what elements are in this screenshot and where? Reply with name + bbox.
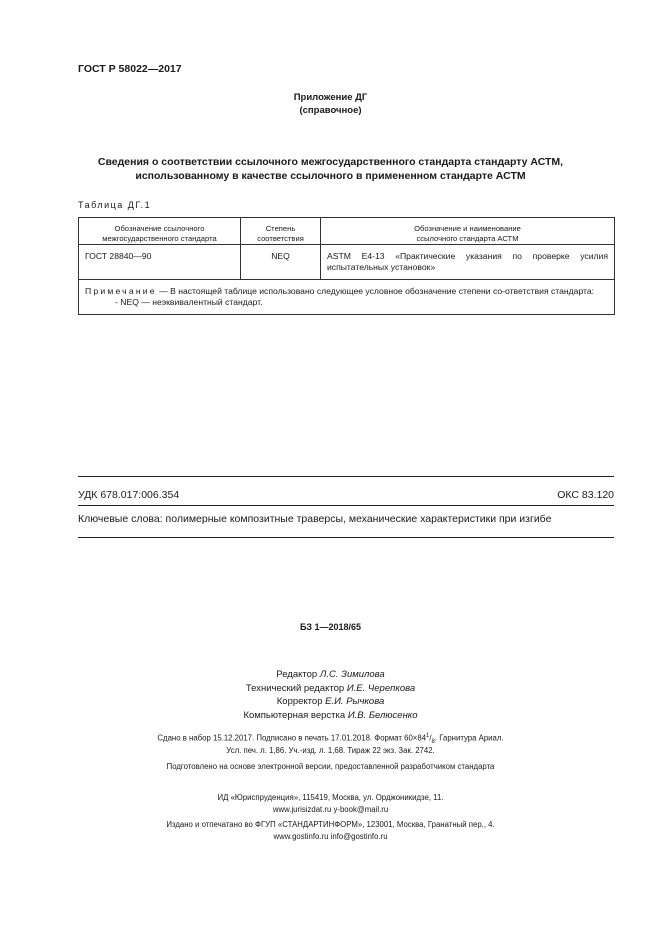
oks-code: ОКС 83.120 xyxy=(557,489,614,501)
credit-tech-editor xyxy=(0,682,661,696)
format-fraction-numerator: 1 xyxy=(426,733,430,739)
print-info-line1: Сдано в набор 15.12.2017. Подписано в печать 17.01.2018. Формат $60\times 84^1/_8$. Гарнитура Ариал. xyxy=(157,733,504,746)
credit-role: Технический редактор xyxy=(245,682,345,694)
keywords: Ключевые слова: полимерные композитные траверсы, механические характеристики при изгибе xyxy=(78,513,552,525)
header-line: Обозначение и наименование xyxy=(414,224,521,233)
divider-bottom xyxy=(78,537,614,538)
column-header-reference-standard xyxy=(79,218,241,245)
column-header-astm-standard xyxy=(321,218,615,245)
credit-proofreader xyxy=(0,695,661,709)
publisher-contacts: www.gostinfo.ru info@gostinfo.ru xyxy=(273,831,388,841)
publisher-address: Издано и отпечатано во ФГУП «СТАНДАРТИНФОРМ», 123001, Москва, Гранатный пер., 4. xyxy=(166,820,495,829)
credit-name: Л.С. Зимилова xyxy=(319,669,385,680)
credits-block xyxy=(0,668,661,722)
header-line: Обозначение ссылочного xyxy=(114,224,205,233)
table-caption: Таблица ДГ.1 xyxy=(78,200,152,210)
print-info-a: Сдано в набор 15.12.2017. Подписано в печать 17.01.2018. Формат 60×84 xyxy=(157,733,427,743)
publisher-address: ИД «Юриспруденция», 115419, Москва, ул. Орджоникидзе, 11. xyxy=(217,793,444,802)
publisher-block-2 xyxy=(0,819,661,842)
cell-reference-standard: ГОСТ 28840—90 xyxy=(79,245,241,280)
annex-title: Приложение ДГ xyxy=(293,92,368,103)
udc-code: УДК 678.017:006.354 xyxy=(78,489,180,501)
note-text xyxy=(85,286,608,297)
bz-number: БЗ 1—2018/65 xyxy=(299,622,362,632)
header-line: соответствия xyxy=(257,234,304,243)
cell-astm-standard: ASTM E4-13 «Практические указания по проверке усилия испытательных установок» xyxy=(321,245,615,280)
publisher-contacts: www.jurisizdat.ru y-book@mail.ru xyxy=(272,804,389,814)
section-heading-line2: использованному в качестве ссылочного в примененном стандарте АСТМ xyxy=(135,170,526,182)
table-note-row xyxy=(79,280,615,315)
table-note xyxy=(79,280,615,315)
credit-editor xyxy=(0,668,661,682)
publisher-block-1 xyxy=(0,792,661,815)
credit-name: И.Е. Черепкова xyxy=(346,682,416,694)
header-line: ссылочного стандарта АСТМ xyxy=(416,234,519,243)
credit-role: Компьютерная верстка xyxy=(243,709,346,721)
column-header-degree xyxy=(241,218,321,245)
credit-name: И.В. Белюсенко xyxy=(347,709,418,721)
section-heading-line1: Сведения о соответствии ссылочного межгосударственного стандарта стандарту АСТМ, xyxy=(97,156,564,168)
correspondence-table xyxy=(78,217,615,315)
table-header-row xyxy=(79,218,615,245)
divider-top xyxy=(78,476,614,477)
cell-degree: NEQ xyxy=(241,245,321,280)
note-label: Примечание xyxy=(85,286,157,296)
credit-role: Корректор xyxy=(276,696,323,707)
prepared-note: Подготовлено на основе электронной версии, предоставленной разработчиком стандарта xyxy=(166,762,495,771)
table-row xyxy=(79,245,615,280)
format-fraction-denominator: 8 xyxy=(431,739,435,746)
print-info-b: . Гарнитура Ариал. xyxy=(434,733,504,743)
header-line: Степень xyxy=(265,224,296,233)
divider-middle xyxy=(78,505,614,506)
credit-layout xyxy=(0,709,661,723)
note-item: - NEQ — неэквивалентный стандарт. xyxy=(115,297,263,307)
print-info-line2: Усл. печ. л. 1,86. Уч.-изд. л. 1,68. Тираж 22 экз. Зак. 2742. xyxy=(226,746,435,755)
document-code: ГОСТ Р 58022—2017 xyxy=(78,63,182,75)
annex-subtitle: (справочное) xyxy=(299,105,362,116)
credit-name: Е.И. Рычкова xyxy=(325,696,385,707)
credit-role: Редактор xyxy=(276,669,318,680)
note-body: — В настоящей таблице использовано следующее условное обозначение степени со-ответствия стандарта: xyxy=(156,286,595,296)
header-line: межгосударственного стандарта xyxy=(102,234,217,243)
